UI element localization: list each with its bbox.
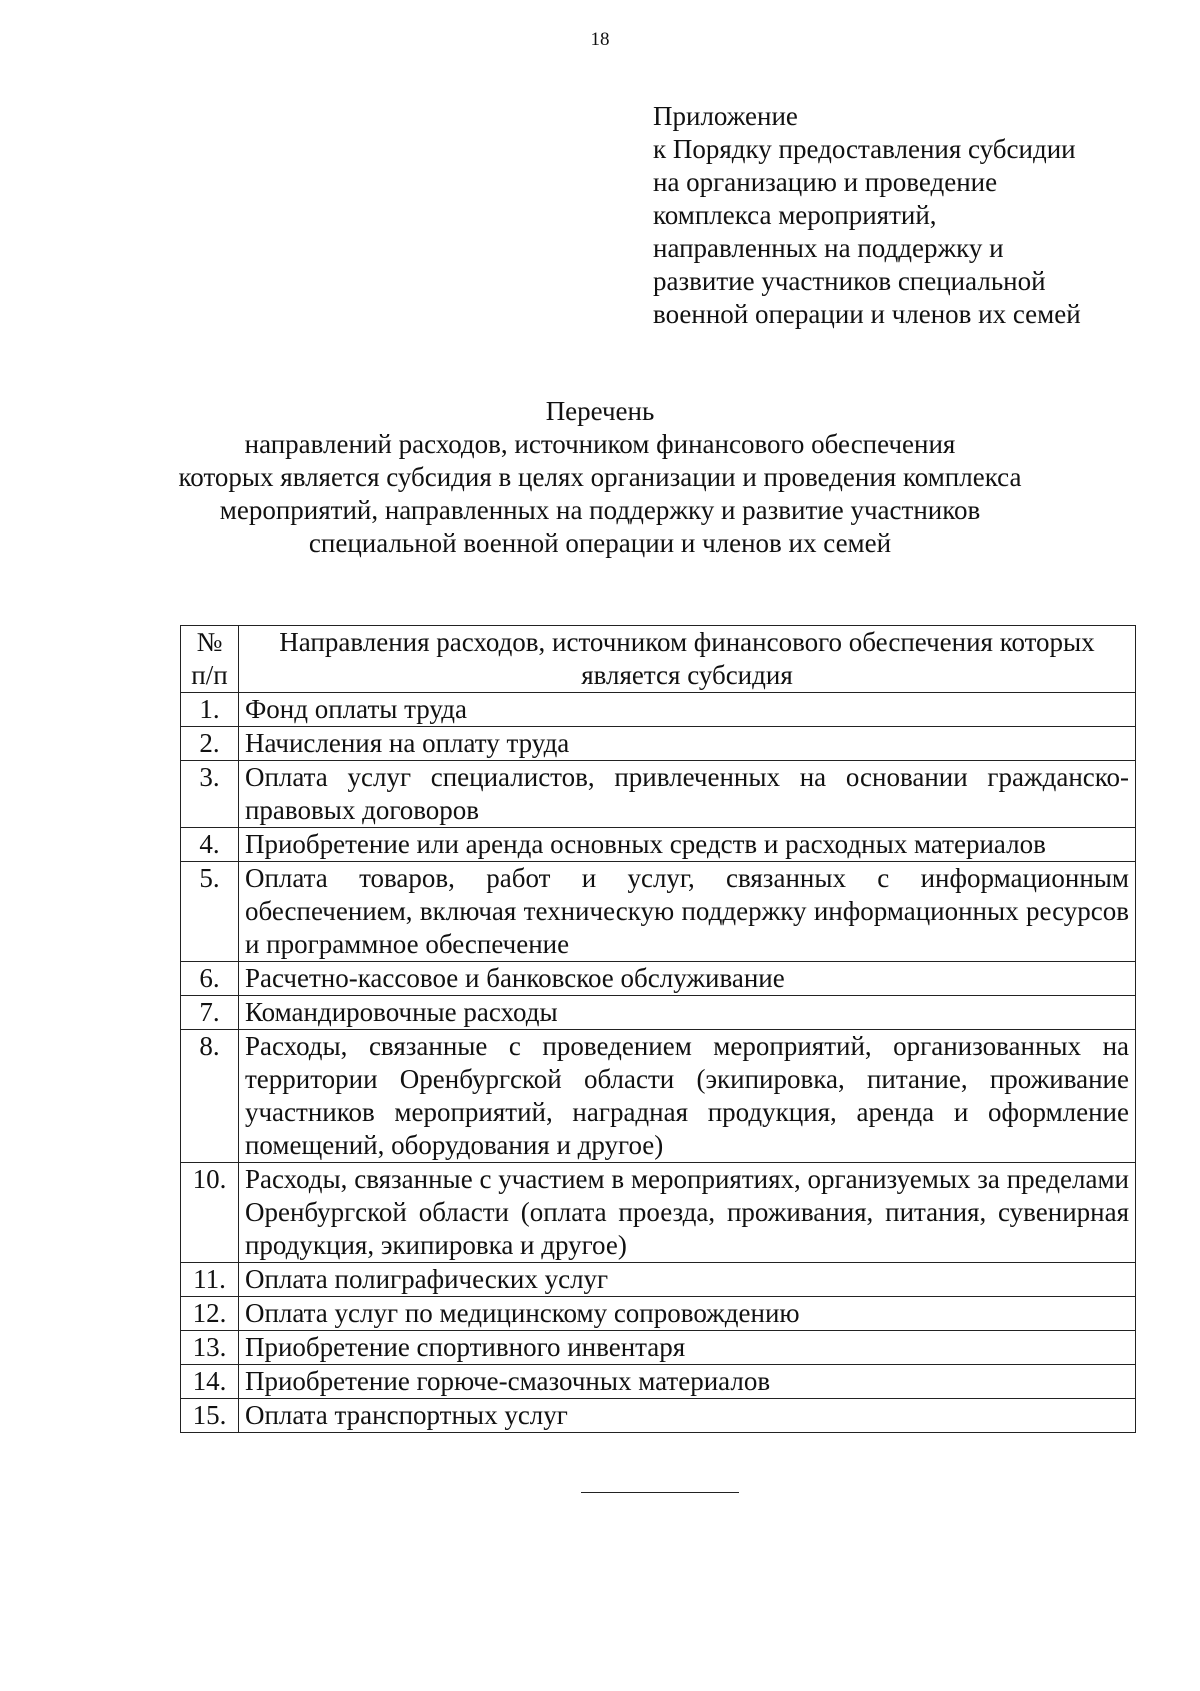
table-row [181, 1163, 1136, 1263]
row-text: Расходы, связанные с проведением мероприятий, организованных на территории Оренбургской области (экипировка, питание, проживание участников мероприятий, наградная продукция, аренда и оформление помещений, оборудования и другое) [238, 1030, 1135, 1163]
title-line: которых является субсидия в целях организации и проведения комплекса [178, 462, 1022, 492]
appendix-line: развитие участников специальной [653, 266, 1046, 296]
row-number: 6. [181, 962, 239, 996]
document-title [0, 395, 1200, 560]
row-text: Оплата услуг специалистов, привлеченных на основании гражданско-правовых договоров [238, 761, 1135, 828]
row-text: Командировочные расходы [238, 996, 1135, 1030]
row-number: 13. [181, 1331, 239, 1365]
table-header-row [181, 626, 1136, 693]
title-line: специальной военной операции и членов их семей [308, 528, 892, 558]
table-row [181, 862, 1136, 962]
appendix-block [653, 100, 1173, 331]
appendix-line: военной операции и членов их семей [653, 299, 1081, 329]
row-text: Приобретение горюче-смазочных материалов [238, 1365, 1135, 1399]
table-row [181, 727, 1136, 761]
appendix-line: к Порядку предоставления субсидии [653, 134, 1076, 164]
row-text: Начисления на оплату труда [238, 727, 1135, 761]
appendix-line: Приложение [653, 101, 798, 131]
table-body [181, 693, 1136, 1433]
row-number: 3. [181, 761, 239, 828]
title-line: мероприятий, направленных на поддержку и развитие участников [219, 495, 981, 525]
title-line: направлений расходов, источником финансового обеспечения [244, 429, 956, 459]
closing-rule [581, 1492, 739, 1493]
table-row [181, 761, 1136, 828]
row-number: 10. [181, 1163, 239, 1263]
expenses-table [180, 625, 1136, 1433]
row-number: 4. [181, 828, 239, 862]
row-number: 11. [181, 1263, 239, 1297]
row-number: 8. [181, 1030, 239, 1163]
row-number: 5. [181, 862, 239, 962]
table-row [181, 693, 1136, 727]
table-row [181, 1263, 1136, 1297]
row-number: 7. [181, 996, 239, 1030]
table-row [181, 1399, 1136, 1433]
row-number: 14. [181, 1365, 239, 1399]
table-row [181, 1030, 1136, 1163]
appendix-line: направленных на поддержку и [653, 233, 1004, 263]
appendix-line: комплекса мероприятий, [653, 200, 937, 230]
table-row [181, 828, 1136, 862]
header-num: № п/п [181, 626, 239, 693]
row-text: Фонд оплаты труда [238, 693, 1135, 727]
table-row [181, 962, 1136, 996]
title-line: Перечень [545, 396, 655, 426]
row-text: Оплата товаров, работ и услуг, связанных с информационным обеспечением, включая техническую поддержку информационных ресурсов и программное обеспечение [238, 862, 1135, 962]
row-text: Расчетно-кассовое и банковское обслуживание [238, 962, 1135, 996]
table-row [181, 996, 1136, 1030]
table-row [181, 1365, 1136, 1399]
row-text: Приобретение или аренда основных средств и расходных материалов [238, 828, 1135, 862]
header-text: Направления расходов, источником финансового обеспечения которых является субсидия [238, 626, 1135, 693]
table-row [181, 1331, 1136, 1365]
row-number: 15. [181, 1399, 239, 1433]
row-text: Расходы, связанные с участием в мероприятиях, организуемых за пределами Оренбургской области (оплата проезда, проживания, питания, сувенирная продукция, экипировка и другое) [238, 1163, 1135, 1263]
appendix-line: на организацию и проведение [653, 167, 998, 197]
row-text: Оплата транспортных услуг [238, 1399, 1135, 1433]
page-number: 18 [590, 29, 610, 50]
row-number: 12. [181, 1297, 239, 1331]
row-number: 2. [181, 727, 239, 761]
row-number: 1. [181, 693, 239, 727]
row-text: Оплата услуг по медицинскому сопровождению [238, 1297, 1135, 1331]
table-row [181, 1297, 1136, 1331]
row-text: Приобретение спортивного инвентаря [238, 1331, 1135, 1365]
row-text: Оплата полиграфических услуг [238, 1263, 1135, 1297]
